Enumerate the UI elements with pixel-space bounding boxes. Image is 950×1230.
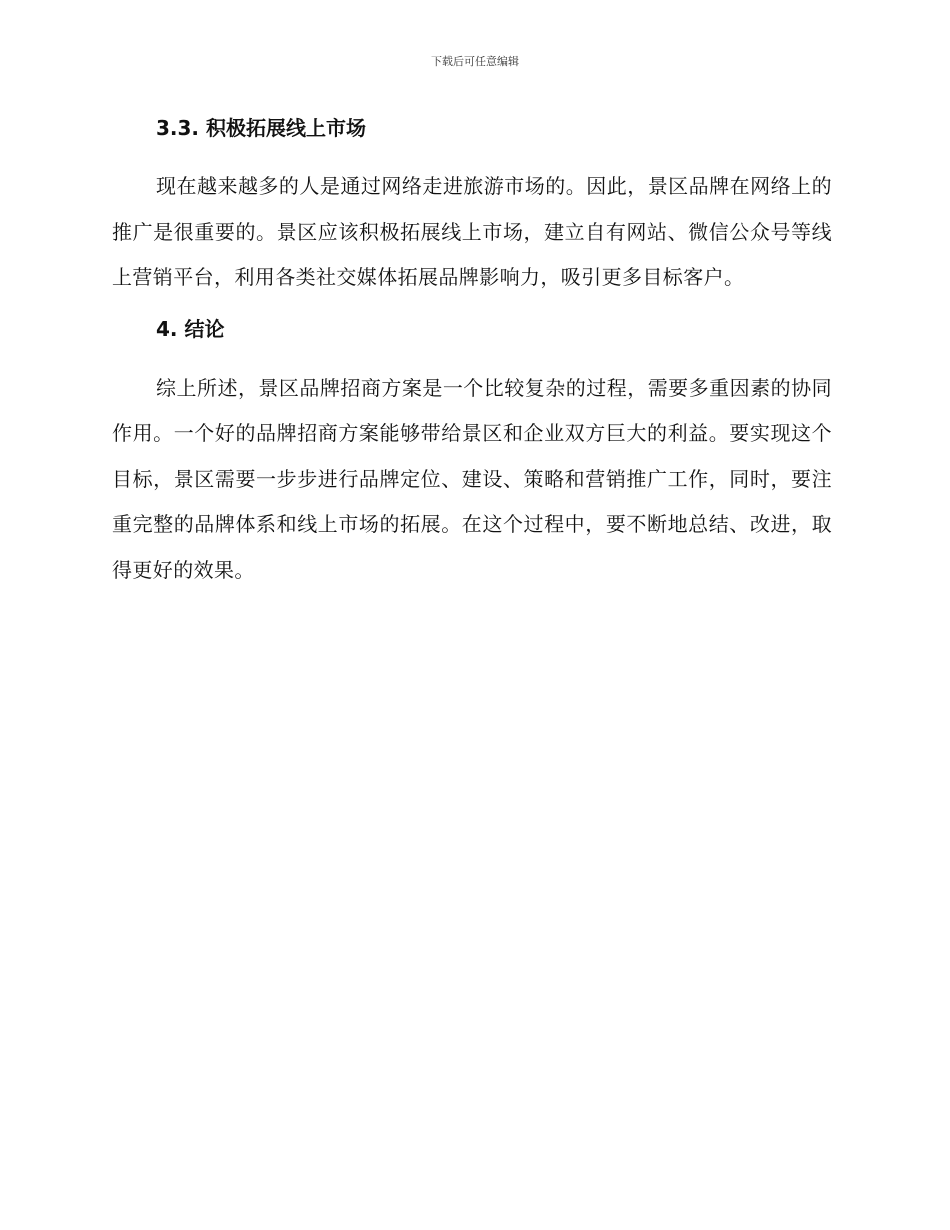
section-paragraph-online-market: 现在越来越多的人是通过网络走进旅游市场的。因此，景区品牌在网络上的推广是很重要的。景区应该积极拓展线上市场，建立自有网站、微信公众号等线上营销平台，利用各类社交媒体拓展品牌影响力，吸引更多目标客户。 <box>112 174 832 289</box>
page-header: 下载后可任意编辑 <box>431 55 519 68</box>
document-body <box>112 110 832 593</box>
section-heading-conclusion: 4. 结论 <box>156 316 225 341</box>
section-heading-online-market: 3.3. 积极拓展线上市场 <box>156 116 366 140</box>
section-paragraph-conclusion: 综上所述，景区品牌招商方案是一个比较复杂的过程，需要多重因素的协同作用。一个好的品牌招商方案能够带给景区和企业双方巨大的利益。要实现这个目标，景区需要一步步进行品牌定位、建设、策略和营销推广工作，同时，要注重完整的品牌体系和线上市场的拓展。在这个过程中，要不断地总结、改进，取得更好的效果。 <box>112 375 832 582</box>
